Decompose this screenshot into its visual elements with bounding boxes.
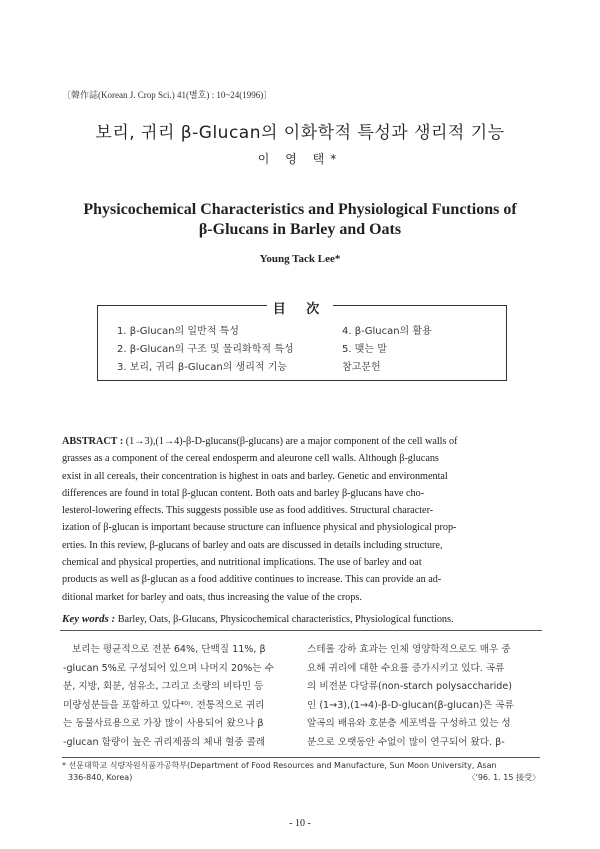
body-line: 보리는 평균적으로 전분 64%, 단백질 11%, β [72, 644, 266, 655]
page-number: - 10 - [289, 818, 311, 829]
abstract-line: lesterol-lowering effects. This suggests possible use as food additives. Structural character- [62, 505, 434, 517]
abstract-label: ABSTRACT : [62, 436, 124, 447]
abstract-line: exist in all cereals, their concentration is highest in oats and barley. Genetic and environmental [62, 470, 448, 482]
abstract-line: erties. In this review, β-glucans of barley and oats are discussed in details including structure, [62, 539, 443, 551]
abstract-line [62, 433, 540, 450]
abstract-line: products as well as β-glucan as a food additive continues to increase. This can provide an ad- [62, 574, 442, 586]
english-title [0, 200, 600, 240]
toc-item: 3. 보리, 귀리 β-Glucan의 생리적 기능 [117, 362, 288, 373]
body-line: -glucan 함량이 높은 귀리제품의 체내 혈중 콜레 [63, 736, 266, 748]
abstract-line: grasses as a component of the cereal endosperm and aleurone cell walls. Although β-glucans [62, 453, 439, 465]
toc-item: 참고문헌 [342, 362, 381, 373]
body-line: 스테롤 강하 효과는 인체 영양학적으로도 매우 중 [307, 644, 511, 655]
body-line: 알곡의 배유와 호분층 세포벽을 구성하고 있는 성 [307, 718, 511, 730]
keywords [62, 613, 542, 625]
abstract-line-text: (1→3),(1→4)-β-D-glucans(β-glucans) are a major component of the cell walls of [125, 436, 458, 447]
toc-item: 2. β-Glucan의 구조 및 물리화학적 특성 [117, 344, 294, 355]
toc-heading-text: 目 次 [267, 302, 334, 317]
body-column-right [307, 641, 539, 753]
body-line: 인 (1→3),(1→4)-β-D-glucan(β-glucan)은 곡류 [307, 699, 514, 711]
footnote-divider [62, 757, 540, 758]
body-line: 는 동물사료용으로 가장 많이 사용되어 왔으나 β [63, 718, 264, 730]
english-title-line-1: Physicochemical Characteristics and Physiological Functions of [83, 201, 517, 218]
body-line: 분, 지방, 회분, 섬유소, 그리고 소량의 비타민 등 [63, 681, 264, 693]
toc-item: 5. 맺는 말 [342, 344, 387, 355]
body-line: 분으로 오랫동안 수없이 많이 연구되어 왔다. β- [307, 736, 505, 748]
body-line: 요해 귀리에 대한 수요를 증가시키고 있다. 곡류 [307, 662, 505, 674]
body-line: -glucan 5%로 구성되어 있으며 나머지 20%는 수 [63, 662, 274, 674]
toc-item: 4. β-Glucan의 활용 [342, 326, 432, 337]
abstract-line: differences are found in total β-glucan content. Both oats and barley β-glucans have cho- [62, 487, 425, 499]
abstract-line: ization of β-glucan is important because structure can influence physical and physiological prop- [62, 522, 457, 534]
abstract [62, 433, 540, 606]
keywords-label: Key words : [62, 613, 116, 625]
body-line: 미량성분들을 포함하고 있다⁴⁰⁾. 전통적으로 귀리 [63, 699, 265, 711]
abstract-line: ditional market for barley and oats, thus increasing the value of the crops. [62, 591, 362, 603]
english-author: Young Tack Lee* [259, 253, 341, 265]
toc-item: 1. β-Glucan의 일반적 특성 [117, 326, 239, 337]
korean-author: 이 영 택* [257, 152, 343, 166]
korean-title: 보리, 귀리 β-Glucan의 이화학적 특성과 생리적 기능 [95, 123, 505, 143]
received-date: 〈'96. 1. 15 接受〉 [467, 773, 540, 782]
footnote-line: 336-840, Korea) [68, 773, 133, 782]
journal-citation: 〔韓作誌(Korean J. Crop Sci.) 41(별호) : 10~24(1996)〕 [62, 90, 273, 100]
keywords-divider [60, 630, 542, 631]
english-title-line-2: β-Glucans in Barley and Oats [198, 221, 402, 238]
abstract-line: chemical and physical properties, and nutritional implications. The use of barley and oat [62, 557, 422, 569]
keywords-text: Barley, Oats, β-Glucans, Physicochemical characteristics, Physiological functions. [117, 614, 454, 625]
toc-heading [0, 298, 600, 317]
body-column-left [63, 641, 295, 753]
footnote-line: * 선문대학교 식량자원식품가공학부(Department of Food Resources and Manufacture, Sun Moon University, Asan [62, 761, 497, 770]
body-line: 의 비전분 다당류(non-starch polysaccharide) [307, 681, 513, 693]
